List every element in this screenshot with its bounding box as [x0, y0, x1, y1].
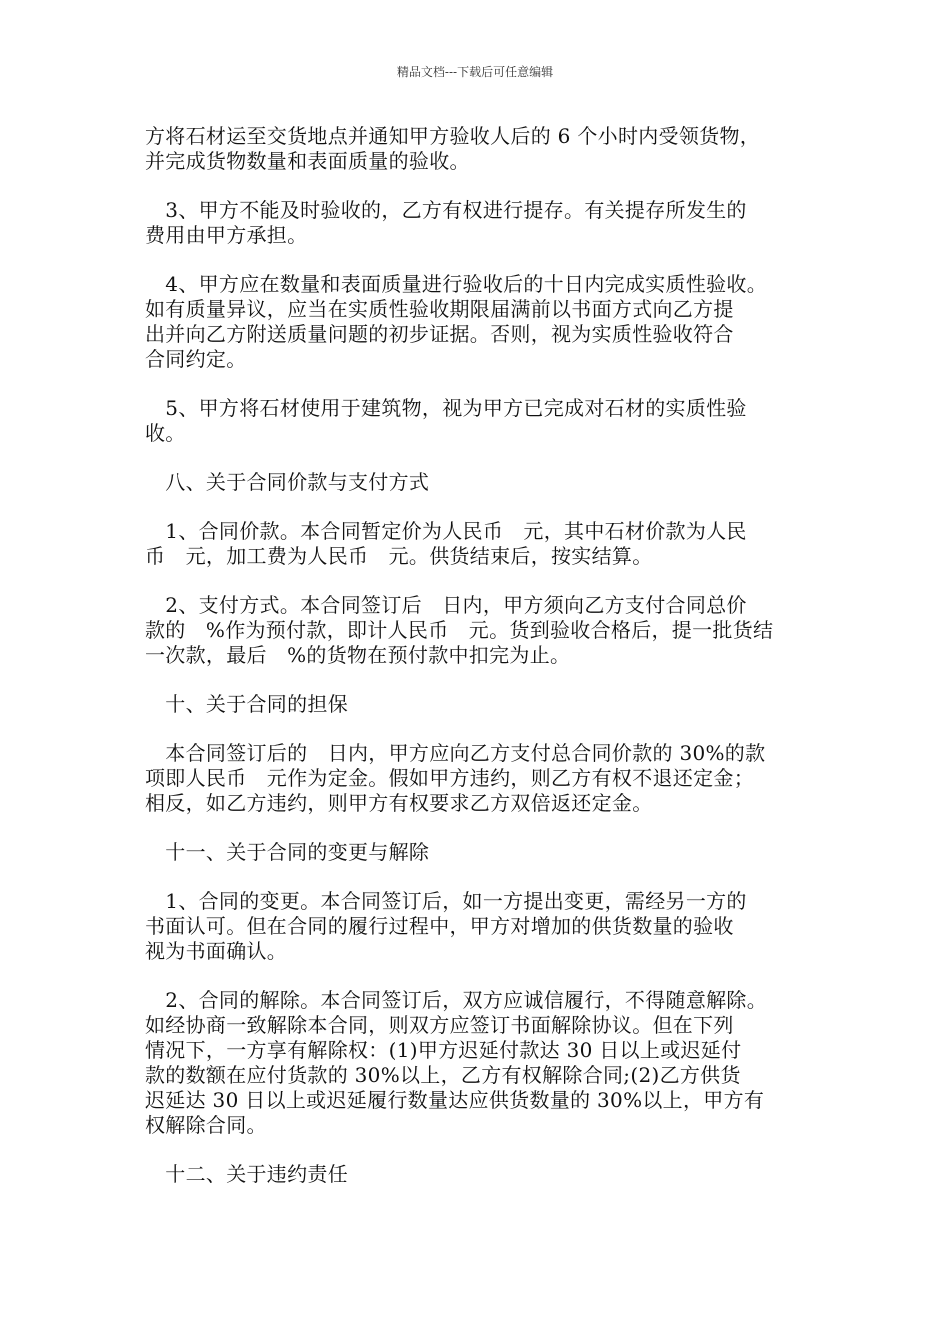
text-line: 3、甲方不能及时验收的，乙方有权进行提存。有关提存所发生的	[145, 198, 747, 222]
text-line: 并完成货物数量和表面质量的验收。	[145, 149, 470, 173]
paragraph-payment-method	[145, 593, 810, 668]
text-line: 4、甲方应在数量和表面质量进行验收后的十日内完成实质性验收。	[145, 272, 768, 296]
text-line: 2、合同的解除。本合同签订后，双方应诚信履行，不得随意解除。	[145, 988, 768, 1012]
heading-line: 十二、关于违约责任	[145, 1162, 348, 1186]
text-line: 项即人民币 元作为定金。假如甲方违约，则乙方有权不退还定金；	[145, 766, 754, 790]
paragraph-clause-3	[145, 198, 810, 248]
text-line: 出并向乙方附送质量问题的初步证据。否则，视为实质性验收符合	[145, 322, 734, 346]
paragraph-clause-4	[145, 272, 810, 372]
paragraph-deposit	[145, 741, 810, 816]
text-line: 情况下，一方享有解除权：(1)甲方迟延付款达 30 日以上或迟延付	[145, 1038, 742, 1062]
section-heading-liability	[145, 1162, 810, 1187]
paragraph-contract-termination	[145, 988, 810, 1138]
text-line: 相反，如乙方违约，则甲方有权要求乙方双倍返还定金。	[145, 791, 653, 815]
text-line: 书面认可。但在合同的履行过程中，甲方对增加的供货数量的验收	[145, 914, 734, 938]
text-line: 方将石材运至交货地点并通知甲方验收人后的 6 个小时内受领货物，	[145, 124, 761, 148]
heading-line: 八、关于合同价款与支付方式	[145, 470, 430, 494]
paragraph-contract-change	[145, 889, 810, 964]
text-line: 一次款，最后 %的货物在预付款中扣完为止。	[145, 643, 571, 667]
section-heading-guarantee	[145, 692, 810, 717]
text-line: 款的 %作为预付款，即计人民币 元。货到验收合格后，提一批货结	[145, 618, 774, 642]
text-line: 2、支付方式。本合同签订后 日内，甲方须向乙方支付合同总价	[145, 593, 747, 617]
paragraph-clause-5	[145, 396, 810, 446]
text-line: 1、合同价款。本合同暂定价为人民币 元，其中石材价款为人民	[145, 519, 747, 543]
text-line: 合同约定。	[145, 347, 247, 371]
paragraph-contract-price	[145, 519, 810, 569]
text-line: 视为书面确认。	[145, 939, 288, 963]
heading-line: 十一、关于合同的变更与解除	[145, 840, 430, 864]
text-line: 如有质量异议，应当在实质性验收期限届满前以书面方式向乙方提	[145, 297, 734, 321]
page-header: 精品文档---下载后可任意编辑	[396, 65, 554, 79]
section-heading-price-payment	[145, 470, 810, 495]
text-line: 收。	[145, 421, 186, 445]
text-line: 币 元，加工费为人民币 元。供货结束后，按实结算。	[145, 544, 653, 568]
text-line: 款的数额在应付货款的 30%以上，乙方有权解除合同;(2)乙方供货	[145, 1063, 741, 1087]
text-line: 权解除合同。	[145, 1113, 267, 1137]
text-line: 1、合同的变更。本合同签订后，如一方提出变更，需经另一方的	[145, 889, 747, 913]
text-line: 迟延达 30 日以上或迟延履行数量达应供货数量的 30%以上，甲方有	[145, 1088, 765, 1112]
text-line: 费用由甲方承担。	[145, 223, 308, 247]
heading-line: 十、关于合同的担保	[145, 692, 348, 716]
text-line: 5、甲方将石材使用于建筑物，视为甲方已完成对石材的实质性验	[145, 396, 747, 420]
text-line: 如经协商一致解除本合同，则双方应签订书面解除协议。但在下列	[145, 1013, 734, 1037]
section-heading-change-termination	[145, 840, 810, 865]
text-line: 本合同签订后的 日内，甲方应向乙方支付总合同价款的 30%的款	[145, 741, 766, 765]
paragraph-acceptance-continued	[145, 124, 810, 174]
document-body	[145, 124, 810, 1211]
